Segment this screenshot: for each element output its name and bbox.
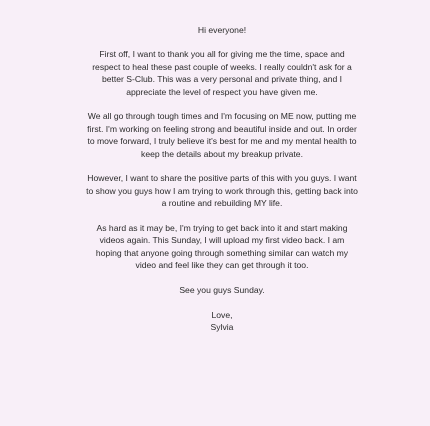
letter-signoff: Love, — [211, 309, 233, 320]
letter-paragraph-4: As hard as it may be, I'm trying to get back into it and start making videos again. This Sunday, I will upload my first video back. I am hoping that anyone going through something similar can watch my video and feel like they can get through it too. — [95, 223, 349, 271]
letter-body — [86, 24, 358, 334]
letter-closing: See you guys Sunday. — [179, 285, 265, 296]
letter-paragraph-2: We all go through tough times and I'm focusing on ME now, putting me first. I'm working on feeling strong and beautiful inside and out. In order to move forward, I truly believe it's best for me and my mental health to keep the details about my breakup private. — [87, 111, 357, 159]
letter-paragraph-1: First off, I want to thank you all for giving me the time, space and respect to heal these past couple of weeks. I really couldn't ask for a better S-Club. This was a very personal and private thing, and I appreciate the level of respect you have given me. — [92, 49, 352, 97]
letter-paragraph-3: However, I want to share the positive parts of this with you guys. I want to show you guys how I am trying to work through this, getting back into a routine and rebuilding MY life. — [86, 173, 358, 209]
letter-greeting: Hi everyone! — [197, 25, 247, 35]
letter-signature: Sylvia — [210, 322, 234, 333]
